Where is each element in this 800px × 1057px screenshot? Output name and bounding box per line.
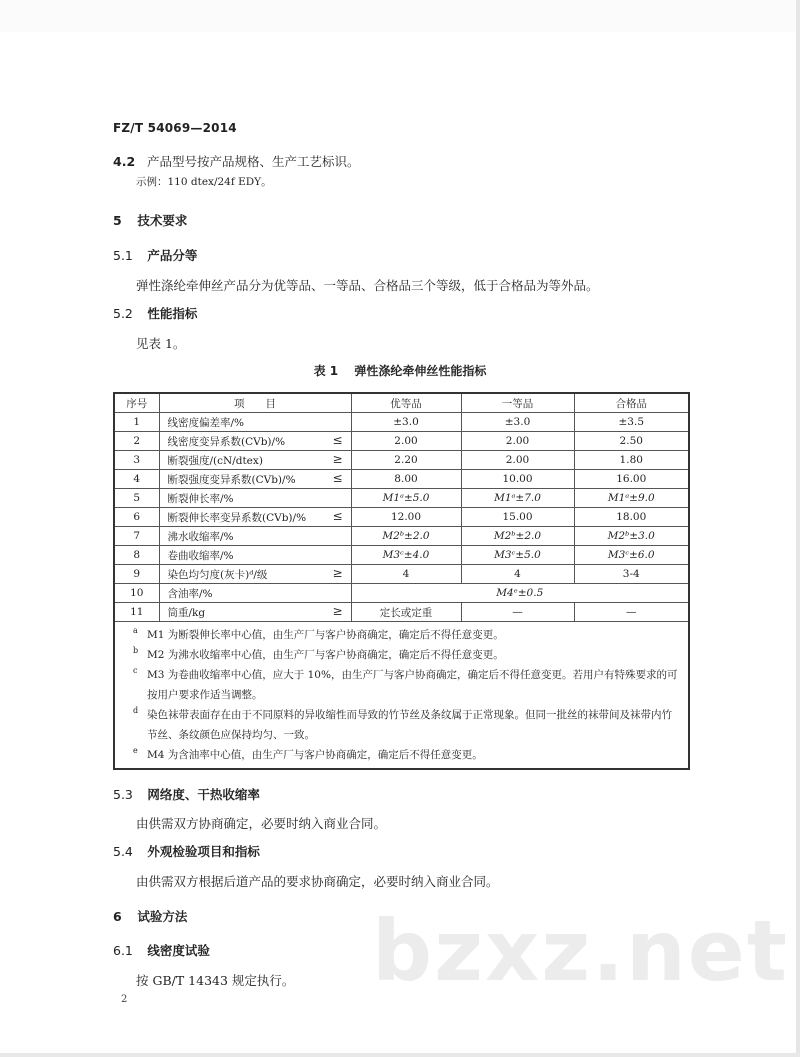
cell-seq: 1 — [114, 413, 159, 432]
cell-premium: 4 — [351, 565, 461, 584]
table-note-b — [125, 645, 678, 665]
cell-seq: 9 — [114, 565, 159, 584]
note-text: M4 为含油率中心值，由生产厂与客户协商确定，确定后不得任意变更。 — [147, 749, 483, 761]
item-label: 断裂伸长率/% — [167, 492, 234, 505]
cell-first: 4 — [461, 565, 574, 584]
cell-qualified: 16.00 — [574, 470, 689, 489]
clause-5-1-heading — [113, 246, 197, 264]
item-label: 断裂强度/(cN/dtex) — [167, 454, 263, 467]
item-label: 含油率/% — [167, 587, 213, 600]
cell-item — [159, 413, 351, 432]
table-row — [114, 413, 689, 432]
cell-first: ±3.0 — [461, 413, 574, 432]
watermark: bzxz.net — [372, 902, 789, 1000]
table-row — [114, 565, 689, 584]
cell-qualified: M3ᶜ±6.0 — [574, 546, 689, 565]
cell-qualified: 3-4 — [574, 565, 689, 584]
clause-5-2-body: 见表 1。 — [136, 336, 186, 351]
cell-item — [159, 489, 351, 508]
clause-title: 网络度、干热收缩率 — [147, 787, 260, 802]
page-right-edge — [796, 0, 800, 1057]
section-title: 技术要求 — [137, 213, 188, 228]
table-notes — [114, 622, 689, 770]
cell-item — [159, 451, 351, 470]
section-title: 试验方法 — [137, 909, 188, 924]
clause-title: 线密度试验 — [147, 943, 210, 958]
clause-5-2-heading — [113, 304, 197, 322]
clause-number: 5.3 — [113, 787, 133, 802]
note-mark: b — [133, 646, 139, 655]
cell-item — [159, 603, 351, 622]
operator: ≤ — [332, 509, 343, 523]
clause-5-3-body: 由供需双方协商确定，必要时纳入商业合同。 — [136, 816, 387, 831]
cell-item — [159, 546, 351, 565]
clause-4-2 — [113, 152, 360, 170]
table-note-d — [125, 705, 678, 745]
cell-premium: M3ᶜ±4.0 — [351, 546, 461, 565]
page-bottom-edge — [0, 1053, 800, 1057]
cell-first: 2.00 — [461, 451, 574, 470]
operator: ≥ — [332, 566, 343, 580]
table-row — [114, 489, 689, 508]
operator: ≥ — [332, 452, 343, 466]
item-label: 染色均匀度(灰卡)ᵈ/级 — [167, 568, 268, 581]
cell-qualified: 18.00 — [574, 508, 689, 527]
note-text: M2 为沸水收缩率中心值，由生产厂与客户协商确定，确定后不得任意变更。 — [147, 649, 504, 661]
section-number: 5 — [113, 213, 122, 228]
item-label: 沸水收缩率/% — [167, 530, 234, 543]
item-label: 线密度变异系数(CVb)/% — [167, 435, 286, 448]
table-caption — [0, 362, 800, 379]
header-seq: 序号 — [114, 393, 159, 413]
cell-qualified: — — [574, 603, 689, 622]
cell-first: 10.00 — [461, 470, 574, 489]
clause-5-3-heading — [113, 785, 260, 803]
note-text: M3 为卷曲收缩率中心值，应大于 10%，由生产厂与客户协商确定，确定后不得任意变更。若用户有特殊要求的可按用户要求作适当调整。 — [147, 669, 678, 701]
cell-premium: 2.20 — [351, 451, 461, 470]
cell-item — [159, 565, 351, 584]
item-label: 筒重/kg — [167, 606, 206, 619]
cell-seq: 4 — [114, 470, 159, 489]
clause-5-1-body: 弹性涤纶牵伸丝产品分为优等品、一等品、合格品三个等级，低于合格品为等外品。 — [136, 278, 599, 293]
standard-code: FZ/T 54069—2014 — [113, 121, 237, 135]
table-row — [114, 451, 689, 470]
item-label: 线密度偏差率/% — [167, 416, 245, 429]
table-row — [114, 603, 689, 622]
performance-table — [113, 392, 690, 770]
cell-premium: M1ᵃ±5.0 — [351, 489, 461, 508]
cell-first: M1ᵃ±7.0 — [461, 489, 574, 508]
clause-title: 性能指标 — [147, 306, 198, 321]
example-text: 示例：110 dtex/24f EDY。 — [136, 176, 272, 188]
cell-premium: 8.00 — [351, 470, 461, 489]
cell-premium: ±3.0 — [351, 413, 461, 432]
clause-number: 4.2 — [113, 154, 136, 169]
cell-item — [159, 508, 351, 527]
cell-qualified: 1.80 — [574, 451, 689, 470]
table-row — [114, 432, 689, 451]
clause-6-1-heading — [113, 941, 210, 959]
operator: ≤ — [332, 433, 343, 447]
note-mark: e — [133, 746, 138, 755]
item-label: 断裂伸长率变异系数(CVb)/% — [167, 511, 307, 524]
header-first: 一等品 — [461, 393, 574, 413]
cell-qualified: ±3.5 — [574, 413, 689, 432]
clause-number: 6.1 — [113, 943, 133, 958]
operator: ≤ — [332, 471, 343, 485]
clause-number: 5.1 — [113, 248, 133, 263]
section-5-heading — [113, 211, 187, 229]
table-notes-row — [114, 622, 689, 770]
header-premium: 优等品 — [351, 393, 461, 413]
cell-seq: 10 — [114, 584, 159, 603]
cell-first: M3ᶜ±5.0 — [461, 546, 574, 565]
cell-premium: 12.00 — [351, 508, 461, 527]
clause-text: 产品型号按产品规格、生产工艺标识。 — [146, 154, 360, 169]
cell-premium: 2.00 — [351, 432, 461, 451]
note-mark: c — [133, 666, 138, 675]
page-top-band — [0, 0, 797, 32]
cell-seq: 2 — [114, 432, 159, 451]
operator: ≥ — [332, 604, 343, 618]
clause-title: 产品分等 — [147, 248, 198, 263]
cell-premium: 定长或定重 — [351, 603, 461, 622]
cell-seq: 6 — [114, 508, 159, 527]
cell-seq: 5 — [114, 489, 159, 508]
table-title: 弹性涤纶牵伸丝性能指标 — [354, 364, 487, 378]
cell-seq: 11 — [114, 603, 159, 622]
section-number: 6 — [113, 909, 122, 924]
table-note-a — [125, 625, 678, 645]
section-6-heading — [113, 907, 187, 925]
table-row — [114, 527, 689, 546]
table-note-c — [125, 665, 678, 705]
clause-5-4-heading — [113, 842, 260, 860]
cell-first: 15.00 — [461, 508, 574, 527]
note-mark: d — [133, 706, 139, 715]
cell-item — [159, 432, 351, 451]
cell-seq: 7 — [114, 527, 159, 546]
table-row — [114, 584, 689, 603]
clause-number: 5.4 — [113, 844, 133, 859]
note-text: M1 为断裂伸长率中心值，由生产厂与客户协商确定，确定后不得任意变更。 — [147, 629, 504, 641]
table-row — [114, 508, 689, 527]
table-row — [114, 546, 689, 565]
note-mark: a — [133, 626, 138, 635]
cell-qualified: M2ᵇ±3.0 — [574, 527, 689, 546]
clause-number: 5.2 — [113, 306, 133, 321]
page-number: 2 — [121, 994, 128, 1005]
table-row — [114, 470, 689, 489]
cell-first: 2.00 — [461, 432, 574, 451]
table-note-e — [125, 745, 678, 765]
clause-6-1-body: 按 GB/T 14343 规定执行。 — [136, 973, 295, 988]
clause-title: 外观检验项目和指标 — [147, 844, 260, 859]
cell-first: M2ᵇ±2.0 — [461, 527, 574, 546]
cell-premium: M2ᵇ±2.0 — [351, 527, 461, 546]
table-header-row — [114, 393, 689, 413]
cell-qualified: M1ᵃ±9.0 — [574, 489, 689, 508]
header-qualified: 合格品 — [574, 393, 689, 413]
table-label: 表 1 — [313, 364, 339, 378]
item-label: 断裂强度变异系数(CVb)/% — [167, 473, 296, 486]
header-item: 项 目 — [159, 393, 351, 413]
cell-first: — — [461, 603, 574, 622]
clause-5-4-body: 由供需双方根据后道产品的要求协商确定，必要时纳入商业合同。 — [136, 874, 499, 889]
cell-seq: 8 — [114, 546, 159, 565]
cell-qualified: 2.50 — [574, 432, 689, 451]
item-label: 卷曲收缩率/% — [167, 549, 234, 562]
cell-item — [159, 470, 351, 489]
cell-merged-value: M4ᵉ±0.5 — [351, 584, 689, 603]
cell-item — [159, 584, 351, 603]
cell-item — [159, 527, 351, 546]
cell-seq: 3 — [114, 451, 159, 470]
note-text: 染色袜带表面存在由于不同原料的异收缩性而导致的竹节丝及条纹属于正常现象。但同一批丝的袜带间及袜带内竹节丝、条纹颜色应保持均匀、一致。 — [147, 709, 672, 741]
